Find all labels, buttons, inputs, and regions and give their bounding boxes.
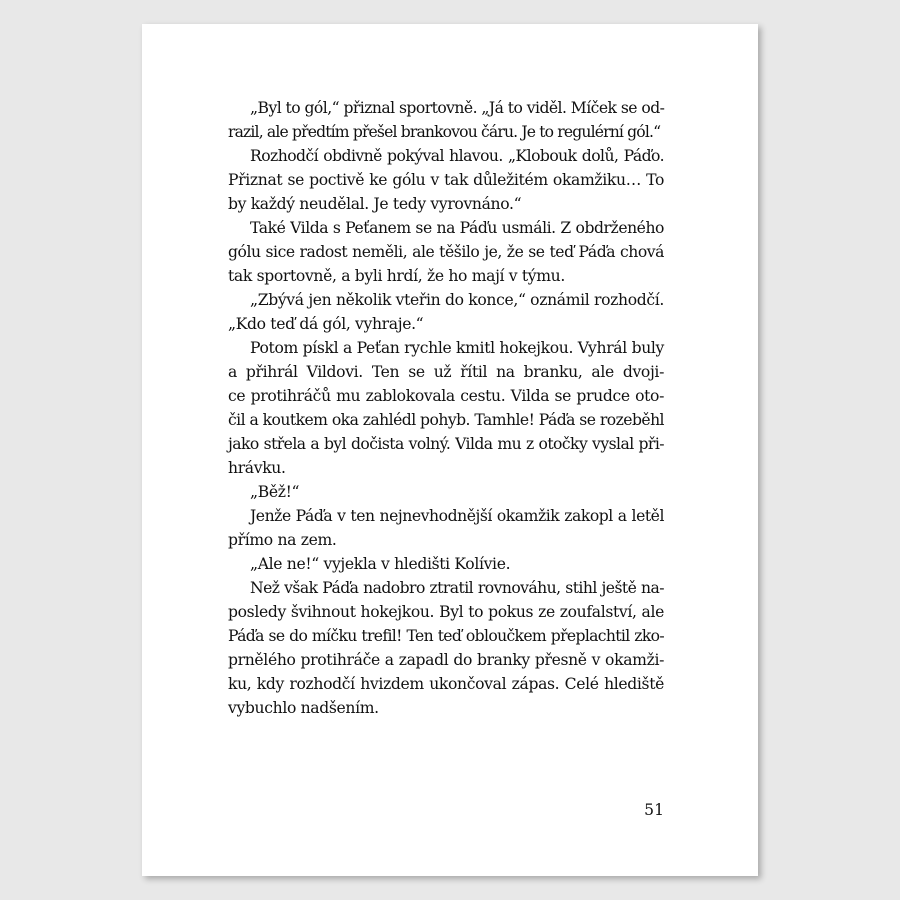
book-page [142, 24, 758, 876]
text-line: Potom pískl a Peťan rychle kmitl hokejkou. Vyhrál buly [250, 339, 664, 357]
text-line: Rozhodčí obdivně pokýval hlavou. „Klobouk dolů, Páďo. [250, 147, 664, 165]
text-line: gólu sice radost neměli, ale těšilo je, že se teď Páďa chová [228, 243, 664, 261]
text-line: ce protihráčů mu zablokovala cestu. Vilda se prudce oto- [228, 387, 664, 405]
text-line: vybuchlo nadšením. [228, 699, 379, 717]
text-line: „Kdo teď dá gól, vyhraje.“ [228, 315, 424, 333]
text-line: čil a koutkem oka zahlédl pohyb. Tamhle! Páďa se rozeběhl [228, 411, 664, 429]
text-line: by každý neudělal. Je tedy vyrovnáno.“ [228, 195, 522, 213]
text-line: prnělého protihráče a zapadl do branky přesně v okamži- [228, 651, 664, 669]
text-line: tak sportovně, a byli hrdí, že ho mají v týmu. [228, 267, 565, 285]
text-line: Než však Páďa nadobro ztratil rovnováhu, stihl ještě na- [250, 579, 664, 597]
text-line: ku, kdy rozhodčí hvizdem ukončoval zápas. Celé hlediště [228, 675, 664, 693]
text-line: Také Vilda s Peťanem se na Páďu usmáli. Z obdrženého [250, 219, 664, 237]
text-line: Přiznat se poctivě ke gólu v tak důležitém okamžiku… To [228, 171, 664, 189]
text-line: jako střela a byl dočista volný. Vilda mu z otočky vyslal při- [228, 435, 664, 453]
text-line: „Ale ne!“ vyjekla v hledišti Kolívie. [250, 555, 511, 573]
text-line: přímo na zem. [228, 531, 337, 549]
text-line: Páďa se do míčku trefil! Ten teď obloučkem přeplachtil zko- [228, 627, 664, 645]
text-line: posledy švihnout hokejkou. Byl to pokus ze zoufalství, ale [228, 603, 664, 621]
text-line: Jenže Páďa v ten nejnevhodnější okamžik zakopl a letěl [250, 507, 664, 525]
text-line: „Zbývá jen několik vteřin do konce,“ oznámil rozhodčí. [250, 291, 665, 309]
text-line: „Byl to gól,“ přiznal sportovně. „Já to viděl. Míček se od- [250, 99, 665, 117]
text-line: „Běž!“ [250, 483, 300, 501]
body-text [228, 96, 664, 720]
page-number: 51 [644, 801, 664, 819]
text-line: hrávku. [228, 459, 286, 477]
text-line: a přihrál Vildovi. Ten se už řítil na branku, ale dvoji- [228, 363, 664, 381]
text-line: razil, ale předtím přešel brankovou čáru. Je to regulérní gól.“ [228, 123, 661, 141]
